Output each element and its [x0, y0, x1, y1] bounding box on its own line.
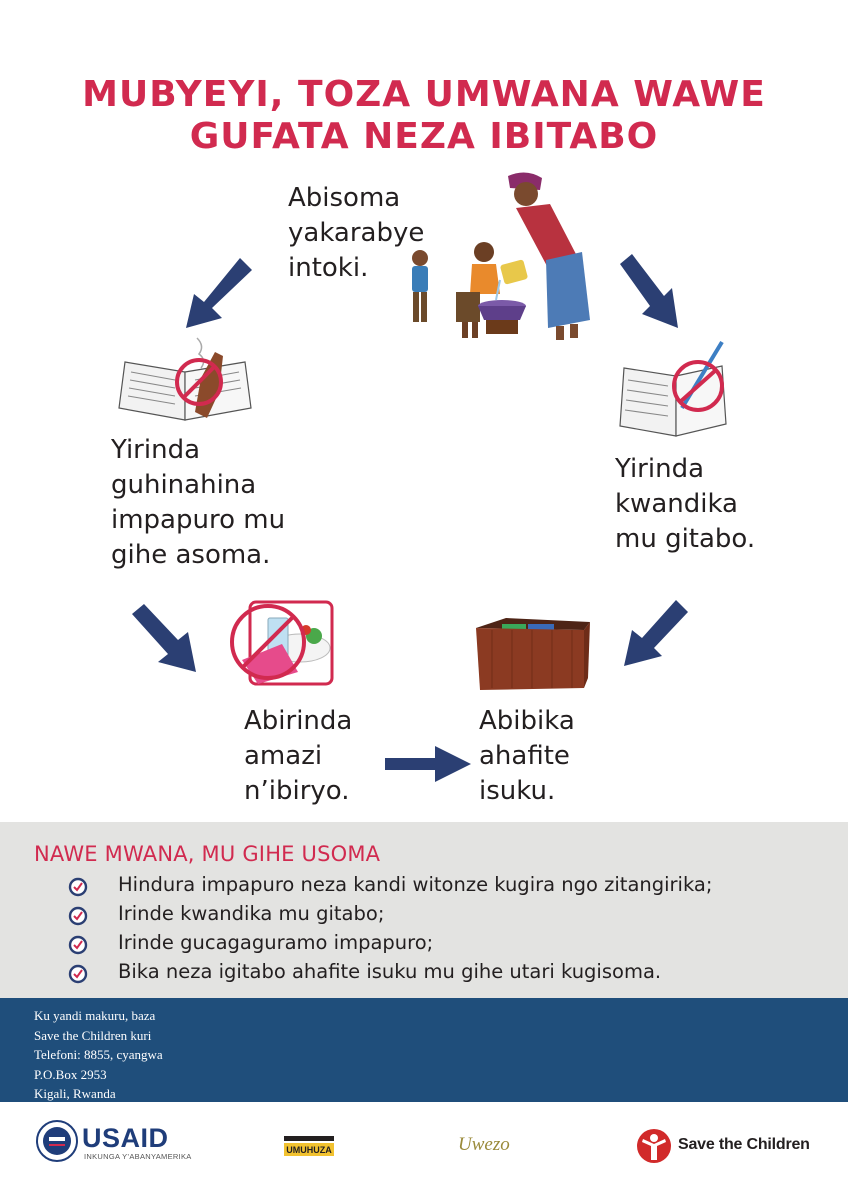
- step-line: mu gitabo.: [615, 524, 756, 554]
- step-line: n’ibiryo.: [244, 776, 350, 806]
- arrow-right: [383, 742, 473, 786]
- no-food-water-sign: [228, 600, 334, 686]
- contact-line: Kigali, Rwanda: [34, 1086, 116, 1101]
- step-no-writing-text: [615, 452, 755, 557]
- tip-text: Irinde kwandika mu gitabo;: [118, 902, 385, 925]
- step-line: intoki.: [288, 253, 369, 283]
- usaid-logo-text: USAID: [82, 1123, 169, 1153]
- tip-item: [62, 928, 712, 957]
- umuhuza-logo: [284, 1134, 334, 1158]
- usaid-seal-logo: [36, 1120, 78, 1162]
- storage-box-illustration: [472, 616, 592, 692]
- tips-heading: NAWE MWANA, MU GIHE USOMA: [34, 842, 381, 866]
- tip-item: [62, 899, 712, 928]
- contact-info: [34, 1006, 163, 1104]
- tip-item: [62, 870, 712, 899]
- step-line: ahafite: [479, 741, 570, 771]
- poster-title: [0, 74, 848, 158]
- tip-text: Irinde gucagaguramo impapuro;: [118, 931, 434, 954]
- step-line: Yirinda: [615, 454, 705, 484]
- arrow-down-right-left: [130, 602, 202, 674]
- title-line-2: GUFATA NEZA IBITABO: [189, 116, 659, 157]
- arrow-down-left-right: [620, 598, 690, 670]
- contact-line: Telefoni: 8855, cyangwa: [34, 1047, 163, 1062]
- step-line: Yirinda: [111, 435, 201, 465]
- step-line: amazi: [244, 741, 323, 771]
- uwezo-logo-text: Uwezo: [458, 1134, 510, 1155]
- tips-list: [62, 870, 712, 986]
- contact-line: Ku yandi makuru, baza: [34, 1008, 156, 1023]
- step-line: yakarabye: [288, 218, 425, 248]
- step-line: isuku.: [479, 776, 556, 806]
- step-clean-storage-text: [479, 704, 575, 809]
- tip-text: Bika neza igitabo ahafite isuku mu gihe utari kugisoma.: [118, 960, 662, 983]
- step-line: gihe asoma.: [111, 540, 271, 570]
- contact-line: P.O.Box 2953: [34, 1066, 107, 1082]
- arrow-down-left: [182, 256, 254, 332]
- book-pen-illustration: [618, 338, 730, 442]
- tip-text: Hindura impapuro neza kandi witonze kugira ngo zitangirika;: [118, 873, 713, 896]
- arrow-down-right: [618, 252, 682, 330]
- check-circle-icon: [68, 964, 88, 984]
- check-circle-icon: [68, 935, 88, 955]
- save-the-children-emblem: [636, 1128, 672, 1164]
- step-line: kwandika: [615, 489, 738, 519]
- check-circle-icon: [68, 906, 88, 926]
- umuhuza-logo-text: UMUHUZA: [286, 1145, 332, 1155]
- step-line: impapuro mu: [111, 505, 286, 535]
- title-line-1: MUBYEYI, TOZA UMWANA WAWE: [82, 74, 766, 115]
- handwashing-illustration: [400, 168, 600, 348]
- usaid-logo-subtext: INKUNGA Y’ABANYAMERIKA: [84, 1152, 192, 1161]
- tip-item: [62, 957, 712, 986]
- step-page-handling-text: [111, 433, 285, 573]
- check-circle-icon: [68, 877, 88, 897]
- book-finger-illustration: [115, 332, 255, 424]
- step-water-food-text: [244, 704, 352, 809]
- step-line: Abisoma: [288, 183, 401, 213]
- step-line: guhinahina: [111, 470, 257, 500]
- contact-line: Save the Children kuri: [34, 1027, 152, 1043]
- step-line: Abibika: [479, 706, 575, 736]
- save-the-children-logo-text: Save the Children: [678, 1136, 810, 1153]
- step-line: Abirinda: [244, 706, 353, 736]
